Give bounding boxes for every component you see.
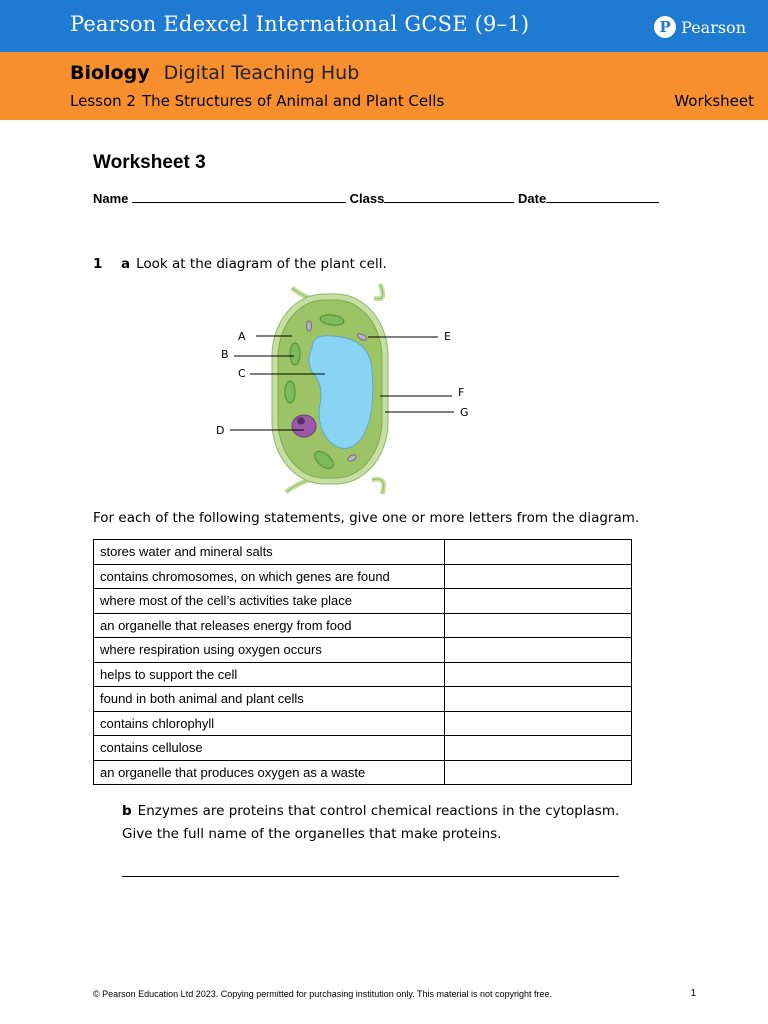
statement-cell: helps to support the cell <box>94 662 445 687</box>
chloroplast-icon <box>285 381 295 403</box>
qualification-title: Pearson Edexcel International GCSE (9–1) <box>70 12 530 36</box>
statement-cell: an organelle that releases energy from food <box>94 613 445 638</box>
table-row <box>94 736 632 761</box>
answer-cell[interactable] <box>445 540 632 565</box>
subject-line <box>70 62 359 84</box>
answer-cell[interactable] <box>445 711 632 736</box>
nucleolus <box>297 418 305 425</box>
date-label: Date <box>518 191 547 206</box>
statement-cell: where most of the cell’s activities take place <box>94 589 445 614</box>
part-b-answer-line[interactable] <box>122 876 619 877</box>
part-b-label: b <box>122 803 132 819</box>
table-row <box>94 662 632 687</box>
statement-cell: contains cellulose <box>94 736 445 761</box>
copyright-footer: © Pearson Education Ltd 2023. Copying permitted for purchasing institution only. This material is not copyright free. <box>93 989 553 999</box>
class-field[interactable] <box>384 190 514 203</box>
statement-cell: contains chromosomes, on which genes are found <box>94 564 445 589</box>
part-b-line2: Give the full name of the organelles that make proteins. <box>122 826 502 842</box>
answer-cell[interactable] <box>445 687 632 712</box>
question-1a <box>93 256 387 272</box>
statement-cell: where respiration using oxygen occurs <box>94 638 445 663</box>
subject-banner <box>0 52 768 120</box>
class-label: Class <box>349 191 385 206</box>
answer-cell[interactable] <box>445 613 632 638</box>
table-row <box>94 564 632 589</box>
worksheet-title: Worksheet 3 <box>93 152 206 173</box>
label-g: G <box>460 406 469 419</box>
name-class-date-row <box>93 190 659 206</box>
question-number: 1 <box>93 256 103 272</box>
question-1b <box>122 800 619 846</box>
lesson-line <box>70 92 444 110</box>
chloroplast-icon <box>290 343 300 365</box>
header-banner <box>0 0 768 52</box>
table-row <box>94 760 632 785</box>
answer-cell[interactable] <box>445 589 632 614</box>
label-f: F <box>458 386 465 399</box>
answer-cell[interactable] <box>445 564 632 589</box>
label-d: D <box>216 424 225 437</box>
instruction-text: For each of the following statements, give one or more letters from the diagram. <box>93 510 640 526</box>
nucleus <box>292 415 316 437</box>
hub-name: Digital Teaching Hub <box>163 62 360 84</box>
answer-table <box>93 539 632 785</box>
name-field[interactable] <box>132 190 346 203</box>
table-row <box>94 613 632 638</box>
name-label: Name <box>93 191 129 206</box>
label-e: E <box>444 330 451 343</box>
label-c: C <box>238 367 246 380</box>
lesson-title: The Structures of Animal and Plant Cells <box>141 92 445 110</box>
label-b: B <box>221 348 229 361</box>
statement-cell: stores water and mineral salts <box>94 540 445 565</box>
part-a-label: a <box>121 256 131 272</box>
table-row <box>94 687 632 712</box>
answer-cell[interactable] <box>445 736 632 761</box>
pearson-logo <box>654 16 746 38</box>
statement-cell: an organelle that produces oxygen as a waste <box>94 760 445 785</box>
part-a-text: Look at the diagram of the plant cell. <box>136 256 387 272</box>
answer-cell[interactable] <box>445 662 632 687</box>
statement-cell: contains chlorophyll <box>94 711 445 736</box>
mitochondrion-icon <box>307 321 312 331</box>
table-row <box>94 589 632 614</box>
lesson-number: Lesson 2 <box>70 92 136 110</box>
page-number: 1 <box>690 988 696 999</box>
table-row <box>94 711 632 736</box>
table-row <box>94 638 632 663</box>
plant-cell-diagram <box>200 280 500 500</box>
doc-type-label: Worksheet <box>674 92 754 110</box>
date-field[interactable] <box>546 190 659 203</box>
subject-name: Biology <box>70 62 150 84</box>
pearson-logo-icon: P <box>654 16 676 38</box>
pearson-logo-text: Pearson <box>681 17 746 37</box>
statement-cell: found in both animal and plant cells <box>94 687 445 712</box>
answer-cell[interactable] <box>445 760 632 785</box>
label-a: A <box>238 330 246 343</box>
table-row <box>94 540 632 565</box>
answer-cell[interactable] <box>445 638 632 663</box>
part-b-line1: Enzymes are proteins that control chemical reactions in the cytoplasm. <box>137 803 620 819</box>
